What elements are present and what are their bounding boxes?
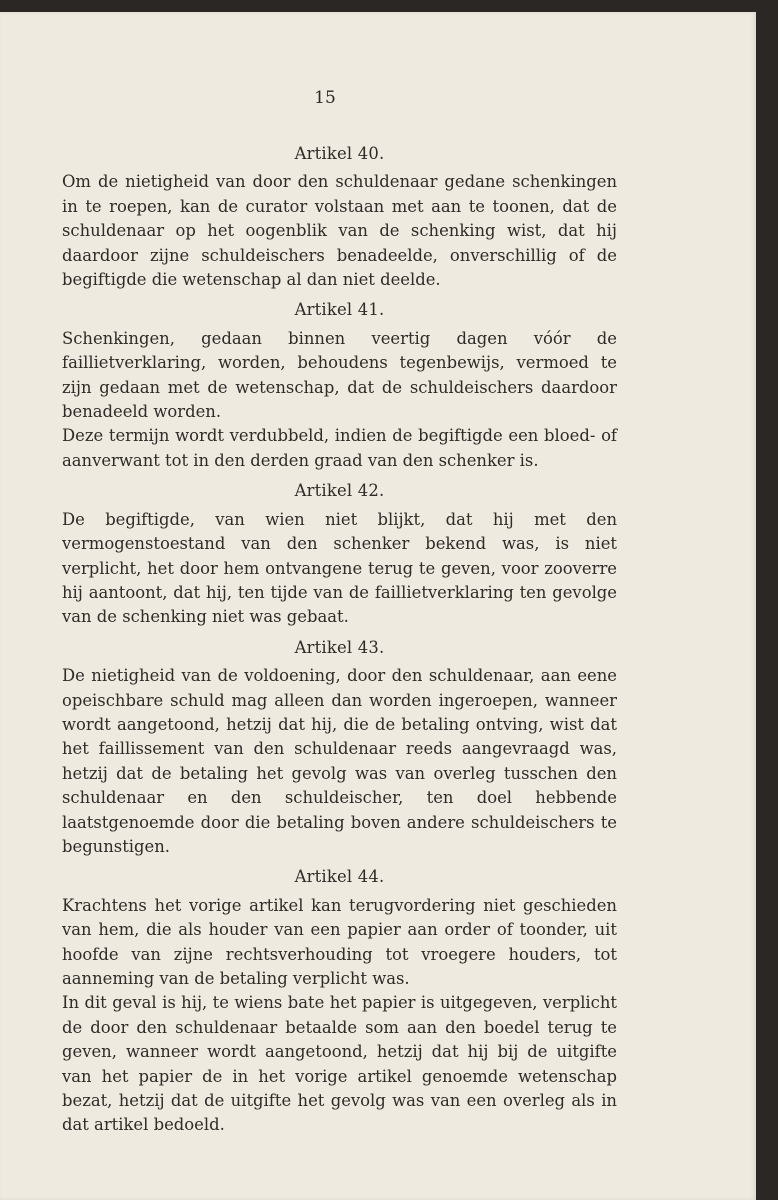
- page-content: [62, 142, 617, 1144]
- article-paragraph: De nietigheid van de voldoening, door den schuldenaar, aan eene opeischbare schuld mag alleen dan worden ingeroepen, wanneer wordt aangetoond, hetzij dat hij, die de betaling ontving, wist dat het faillissement van den schuldenaar reeds aangevraagd was, hetzij dat de betaling het gevolg was van overleg tusschen den schuldenaar en den schuldeischer, ten doel hebbende laatstgenoemde door die betaling boven andere schuldeischers te begunstigen.: [62, 666, 617, 856]
- article-paragraph: De begiftigde, van wien niet blijkt, dat hij met den vermogenstoestand van den schenker bekend was, is niet verplicht, het door hem ontvangene terug te geven, voor zooverre hij aantoont, dat hij, ten tijde van de faillietverklaring ten gevolge van de schenking niet was gebaat.: [62, 509, 617, 627]
- article-heading: Artikel 41.: [294, 300, 385, 320]
- article-paragraph: In dit geval is hij, te wiens bate het papier is uitgegeven, verplicht de door den schuldenaar betaalde som aan den boedel terug te geven, wanneer wordt aangetoond, hetzij dat hij bij de uitgifte van het papier de in het vorige artikel genoemde wetenschap bezat, hetzij dat de uitgifte het gevolg was van een overleg als in dat artikel bedoeld.: [62, 993, 617, 1135]
- article-44: [62, 865, 617, 1137]
- article-heading: Artikel 44.: [294, 867, 385, 887]
- article-heading: Artikel 40.: [294, 144, 385, 163]
- article-42: [62, 479, 617, 629]
- article-paragraph: Krachtens het vorige artikel kan terugvordering niet geschieden van hem, die als houder van een papier aan order of toonder, uit hoofde van zijne rechtsverhouding tot vroegere houders, tot aanneming van de betaling verplicht was.: [62, 895, 617, 988]
- article-paragraph: Schenkingen, gedaan binnen veertig dagen vóór de faillietverklaring, worden, behoudens tegenbewijs, vermoed te zijn gedaan met de wetenschap, dat de schuldeischers daardoor benadeeld worden.: [62, 328, 617, 422]
- page-number: 15: [314, 88, 336, 108]
- article-41: [62, 298, 617, 473]
- document-page: [0, 12, 756, 1200]
- article-paragraph: Deze termijn wordt verdubbeld, indien de begiftigde een bloed- of aanverwant tot in den derden graad van den schenker is.: [62, 426, 617, 470]
- article-40: [62, 142, 617, 292]
- article-43: [62, 636, 617, 860]
- article-heading: Artikel 43.: [294, 637, 385, 657]
- article-heading: Artikel 42.: [294, 481, 385, 501]
- article-paragraph: Om de nietigheid van door den schuldenaar gedane schenkingen in te roepen, kan de curator volstaan met aan te toonen, dat de schuldenaar op het oogenblik van de schenking wist, dat hij daardoor zijne schuldeischers benadeelde, onverschillig of de begiftigde die wetenschap al dan niet deelde.: [62, 172, 617, 290]
